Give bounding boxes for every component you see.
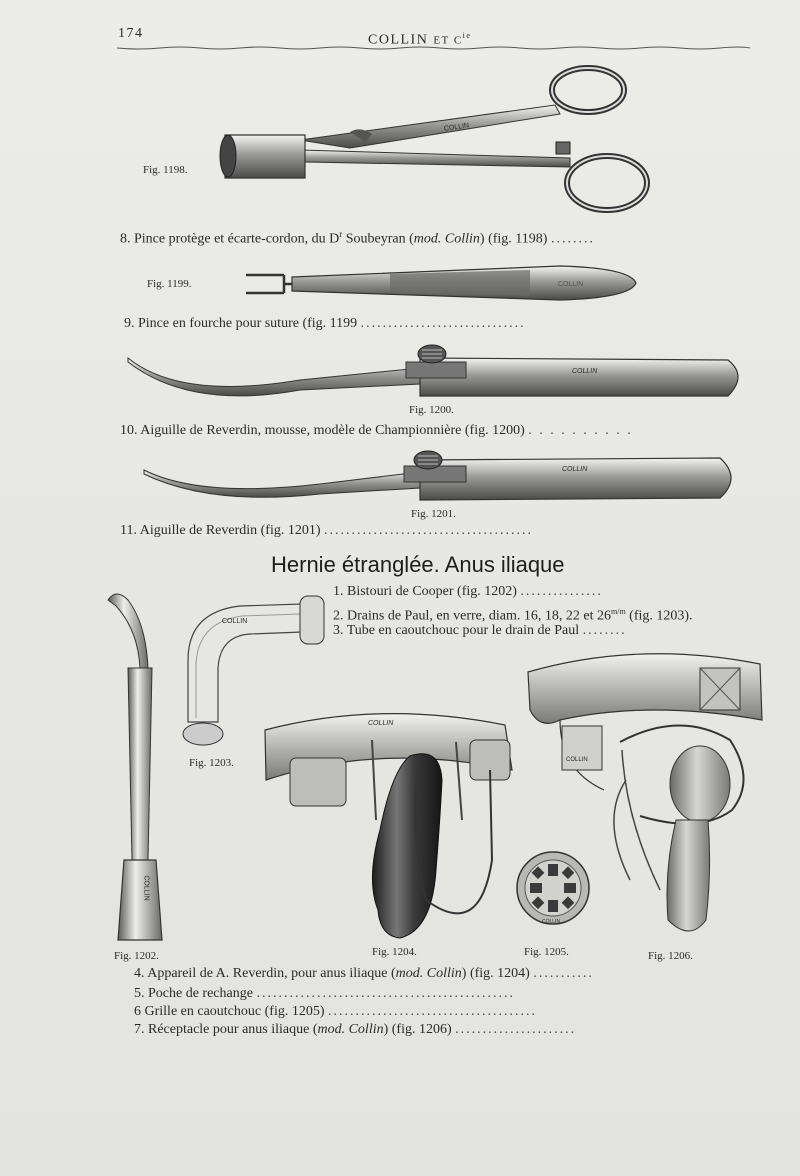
leader-dots: . . . . . . . . . .	[528, 423, 633, 438]
item-italic: mod. Collin	[395, 966, 462, 981]
header-rule	[117, 47, 750, 49]
caption-fig-1198: Fig. 1198.	[143, 164, 188, 176]
item-4	[134, 966, 594, 982]
forceps-1198-drawing	[220, 68, 647, 210]
section-title: Hernie étranglée. Anus iliaque	[271, 552, 565, 577]
item-num: 9.	[124, 316, 135, 331]
item-text-c: ) (fig. 1198)	[479, 231, 548, 247]
item-tail: (fig. 1203).	[625, 608, 693, 624]
item-num: 6	[134, 1004, 141, 1019]
leader-dots: ...........	[533, 966, 594, 981]
engraving-1198: COLLIN	[443, 122, 470, 133]
reverdin-apparatus-1204-drawing	[265, 714, 512, 938]
item-11	[120, 523, 533, 539]
item-num: 4.	[134, 966, 145, 981]
item-text: Pince protège et écarte-cordon, du D	[134, 231, 340, 247]
leader-dots: ........	[550, 231, 595, 247]
section-item-2	[333, 604, 693, 625]
item-10	[120, 423, 633, 439]
caption-fig-1204: Fig. 1204.	[372, 946, 417, 958]
engraving-1199: COLLIN	[558, 281, 584, 288]
item-text-b: ) (fig. 1206)	[383, 1022, 452, 1037]
item-italic: mod. Collin	[413, 231, 480, 247]
leader-dots: ......................................	[328, 1004, 537, 1019]
item-text: Appareil de A. Reverdin, pour anus iliaque (	[147, 966, 396, 981]
reverdin-needle-1201-drawing	[144, 451, 731, 500]
section-item-1	[333, 584, 603, 600]
item-text: Aiguille de Reverdin, mousse, modèle de Championnière (fig. 1200)	[140, 423, 525, 438]
item-text: Bistouri de Cooper (fig. 1202)	[347, 584, 517, 599]
caption-fig-1203: Fig. 1203.	[189, 757, 234, 769]
item-unit: m/m	[611, 607, 626, 616]
item-9	[124, 316, 526, 332]
item-text: Tube en caoutchouc pour le drain de Paul	[346, 623, 580, 638]
item-7	[134, 1022, 576, 1038]
engraving-1200: COLLIN	[572, 368, 598, 375]
item-num: 11.	[120, 523, 137, 538]
item-num: 1.	[333, 584, 344, 599]
item-text-b: Soubeyran (	[342, 231, 414, 247]
section-item-3	[333, 623, 627, 639]
item-num: 3.	[333, 623, 344, 638]
engraving-1204: COLLIN	[368, 720, 394, 727]
engraving-1202: COLLIN	[142, 875, 150, 901]
item-text: Poche de rechange	[148, 986, 253, 1001]
item-num: 8.	[120, 231, 131, 247]
caption-fig-1199: Fig. 1199.	[147, 278, 192, 290]
item-text: Réceptacle pour anus iliaque (	[148, 1022, 318, 1037]
item-sup: r	[339, 229, 343, 239]
reverdin-needle-1200-drawing	[128, 345, 738, 396]
page-number: 174	[118, 26, 144, 41]
leader-dots: ...............................................	[256, 986, 515, 1001]
engraving-1205: COLLIN	[542, 919, 561, 925]
publisher-name: COLLIN	[368, 32, 429, 48]
leader-dots: ......................................	[324, 523, 534, 538]
caption-fig-1206: Fig. 1206.	[648, 950, 693, 962]
item-num: 2.	[333, 608, 344, 624]
item-text-b: ) (fig. 1204)	[461, 966, 530, 981]
leader-dots: ........	[582, 623, 627, 638]
item-5	[134, 986, 515, 1002]
item-text: Drains de Paul, en verre, diam. 16, 18, 22 et 26	[347, 608, 611, 624]
engraving-1201: COLLIN	[562, 466, 588, 473]
item-6	[134, 1004, 537, 1020]
bistoury-1202-drawing	[108, 594, 162, 940]
item-num: 7.	[134, 1022, 145, 1037]
leader-dots: ..............................	[360, 316, 526, 331]
item-8	[120, 226, 595, 248]
caption-fig-1205: Fig. 1205.	[524, 946, 569, 958]
caption-fig-1200: Fig. 1200.	[409, 404, 454, 416]
engraving-1203: COLLIN	[222, 618, 248, 625]
item-num: 5.	[134, 986, 145, 1001]
item-italic: mod. Collin	[317, 1022, 384, 1037]
publisher-suffix: ET C	[433, 34, 463, 47]
publisher-sup: ie	[462, 31, 472, 40]
caption-fig-1201: Fig. 1201.	[411, 508, 456, 520]
item-text: Pince en fourche pour suture (fig. 1199	[138, 316, 358, 331]
engraving-1206: COLLIN	[566, 757, 588, 763]
item-text: Grille en caoutchouc (fig. 1205)	[144, 1004, 325, 1019]
item-text: Aiguille de Reverdin (fig. 1201)	[139, 523, 321, 538]
leader-dots: ......................	[455, 1022, 577, 1037]
leader-dots: ...............	[520, 584, 603, 599]
caption-fig-1202: Fig. 1202.	[114, 950, 159, 962]
item-num: 10.	[120, 423, 138, 438]
